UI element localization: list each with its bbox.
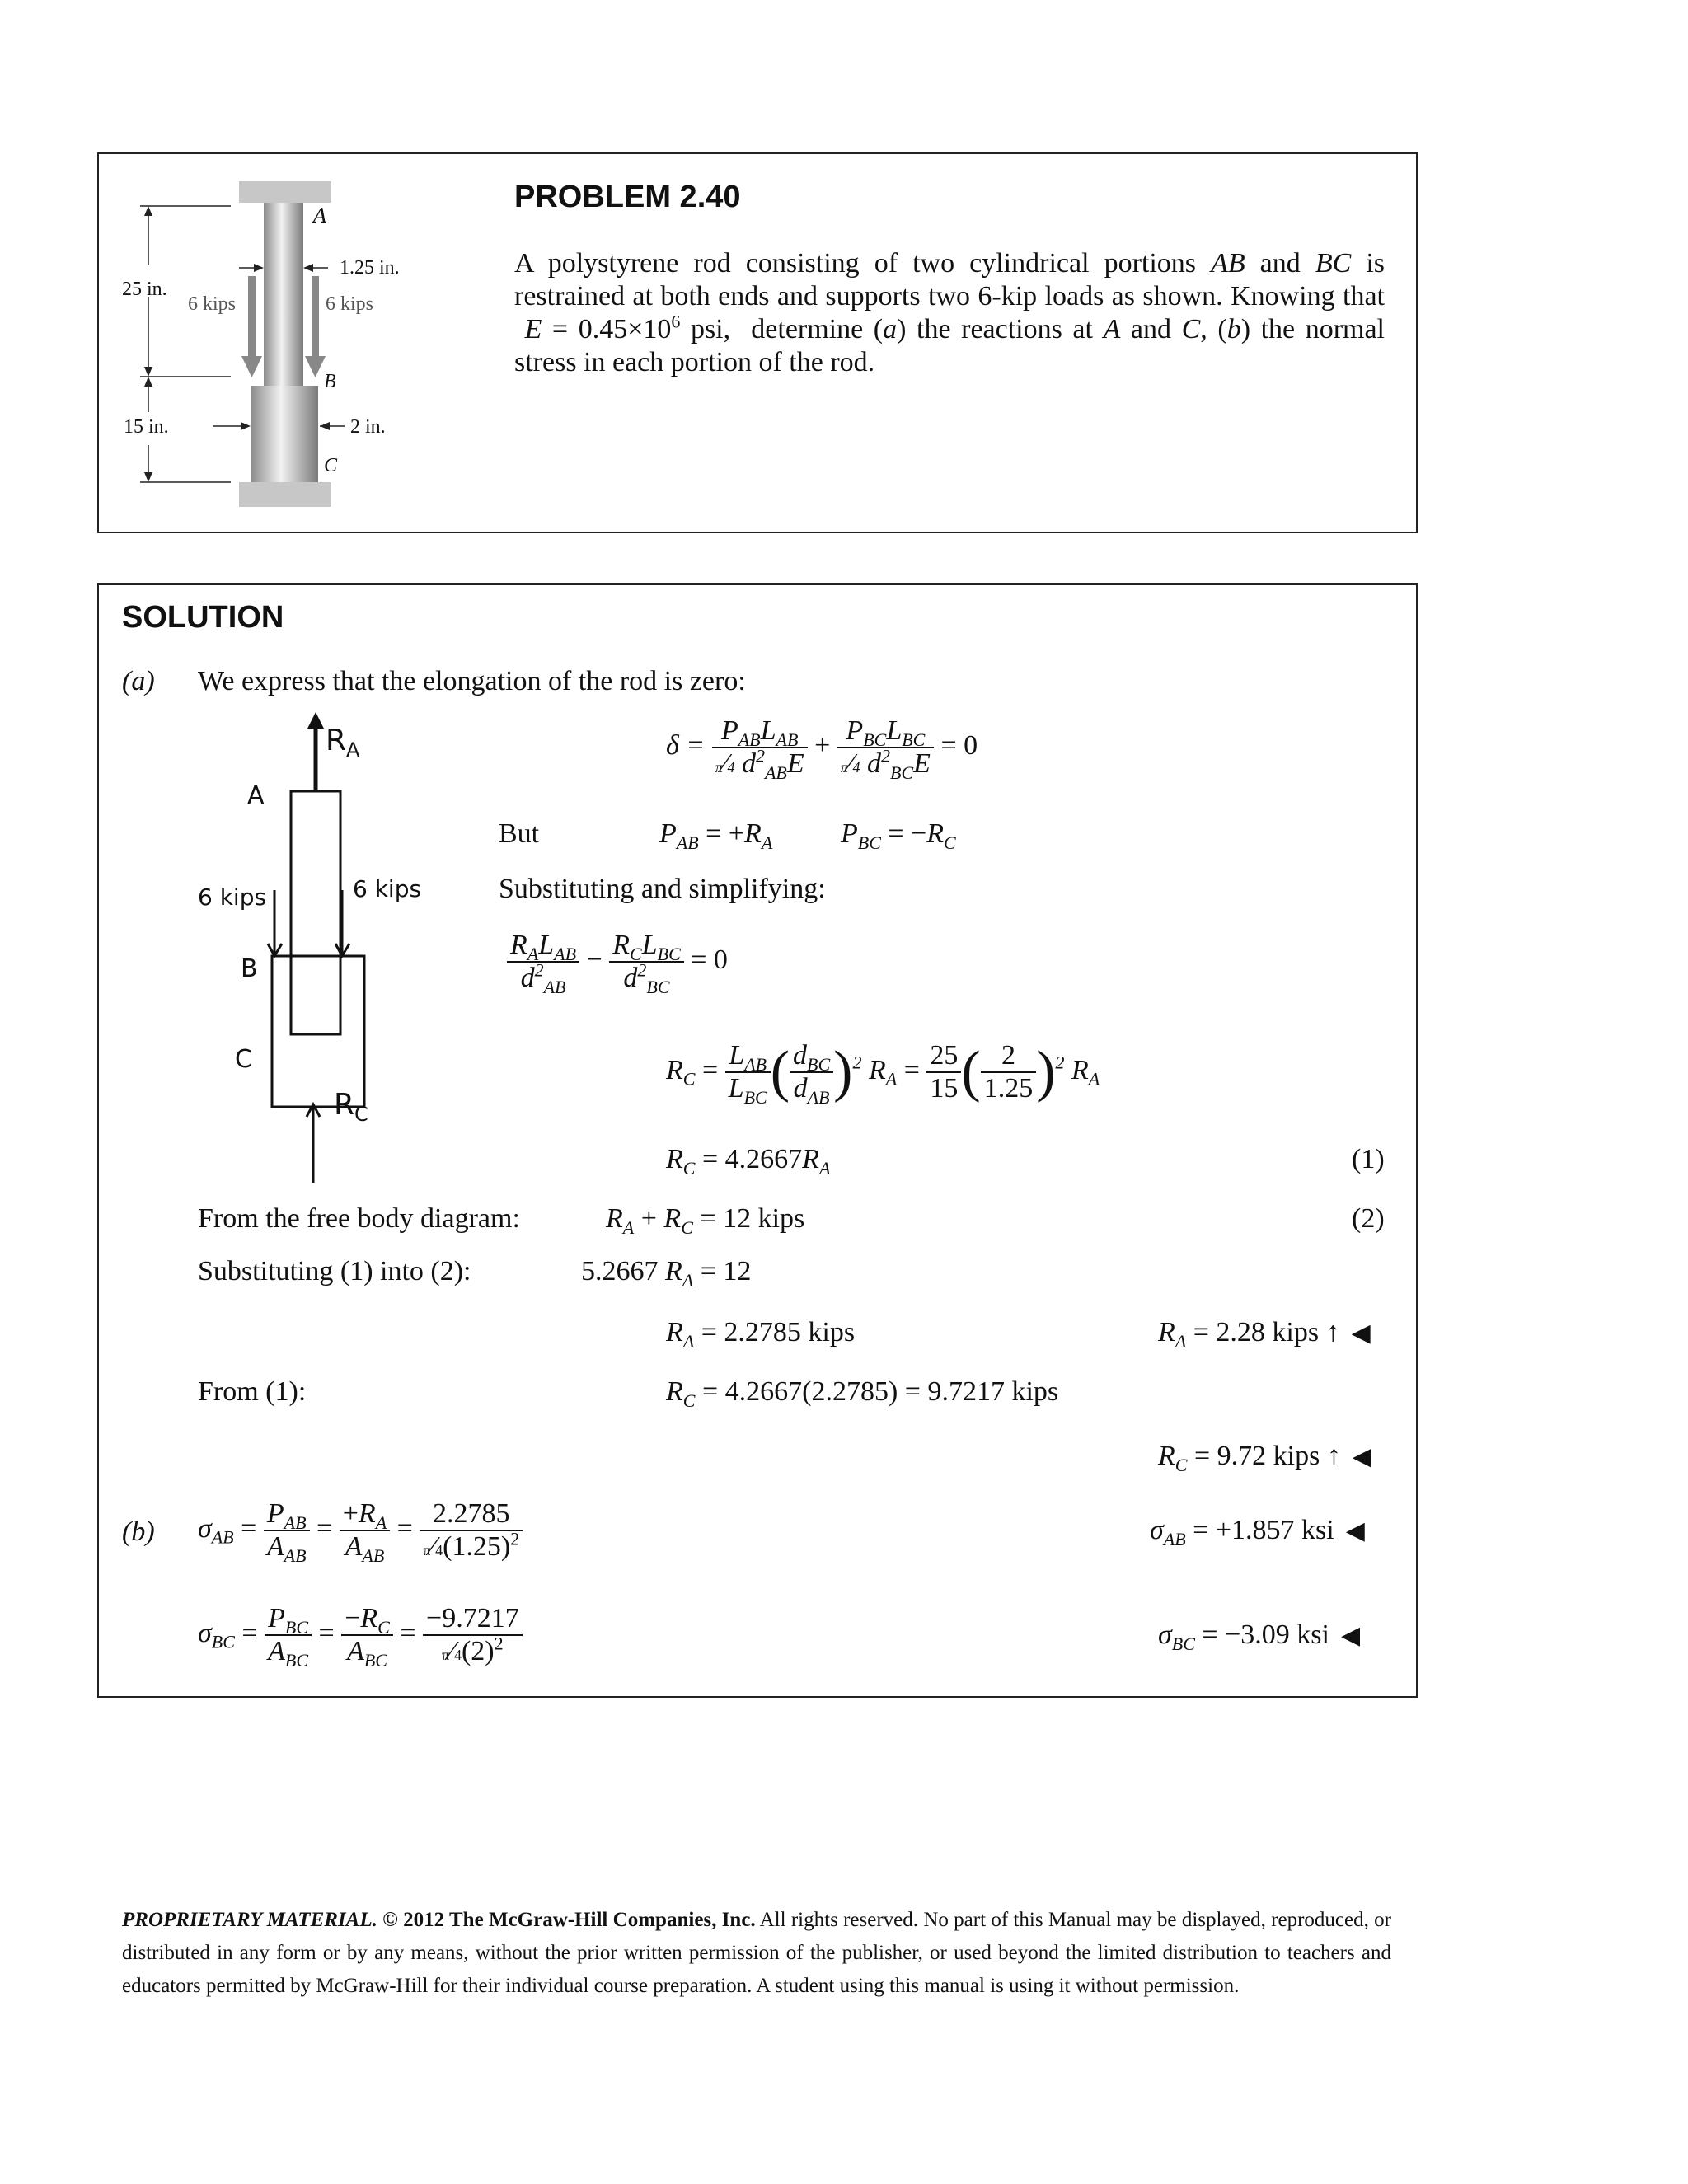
eq-pab: $P_{AB} = +R_A$	[659, 818, 773, 853]
footer-text: All rights reserved. No part of this Manual may be displayed, reproduced, or distributed in any form or by any means, without the prior written permission of the publisher, or used beyond the limited distribution to teachers and educators permitted by McGraw-Hill for their individual course preparation. A student using this manual is using it without permission.	[122, 1909, 1392, 1997]
part-b-label: (b)	[122, 1516, 155, 1547]
eq-rc-ra: $R_C = 4.2667R_A$	[666, 1144, 831, 1179]
subst-12-label: Substituting (1) into (2):	[198, 1256, 471, 1286]
eq-ra-value: $R_A = 2.2785$ kips	[666, 1317, 856, 1352]
fig-label-b: B	[324, 371, 336, 392]
fig-diam-bottom: 2 in.	[350, 416, 386, 438]
part-a-label: (a)	[122, 666, 155, 696]
eq-rc-value: $R_C = 4.2667(2.2785) = 9.7217$ kips	[666, 1376, 1059, 1411]
problem-statement: A polystyrene rod consisting of two cylindrical portions AB and BC is restrained at both ends and supports two 6-kip loads as shown. Knowing that $E = 0.45\times 10^6$ psi, determine (a) the reactions at A and C, (b) the normal stress in each portion of the rod.	[514, 248, 1386, 377]
problem-title: PROBLEM 2.40	[514, 180, 741, 214]
fbd-b: B	[241, 954, 258, 983]
eq-number-1: (1)	[1352, 1144, 1385, 1174]
fig-load-right: 6 kips	[326, 293, 374, 315]
answer-sigma-ab: $\sigma_{AB} = +1.857$ ksi ◀	[1150, 1515, 1365, 1549]
eq-rc-ratio: $R_C$ = $\frac{L_{AB}}{L_{BC}}$ ( $\frac{d_{BC}}{d_{AB}}$ )$^2$ $R_A$ = $\frac{25}{15}$ ( $\frac{2}{1.25}$ )$^2$ $R_A$	[666, 1040, 1100, 1108]
bottom-support	[239, 482, 331, 507]
fbd-a: A	[247, 781, 265, 810]
load-arrow-right	[305, 356, 326, 377]
from1-label: From (1):	[198, 1376, 307, 1407]
footer-company: © 2012 The McGraw-Hill Companies, Inc.	[382, 1909, 756, 1931]
fbd-rc: $R_C$	[334, 1088, 368, 1127]
solution-title: SOLUTION	[122, 600, 284, 635]
rod-ab	[264, 203, 303, 386]
free-body-diagram	[181, 709, 429, 1187]
eq-sum: $R_A + R_C = 12$ kips	[606, 1203, 805, 1238]
eq-sigma-bc: $\sigma_{BC}$ = $\frac{P_{BC}}{A_{BC}}$ = $\frac{-R_C}{A_{BC}}$ = $\frac{-9.7217}{\pi⁄4(2)^2}$	[198, 1603, 523, 1667]
fig-diam-top: 1.25 in.	[340, 257, 400, 279]
eq-pbc: $P_{BC} = -R_C$	[841, 818, 956, 853]
part-a-intro: We express that the elongation of the rod is zero:	[198, 666, 746, 696]
answer-ra: $R_A = 2.28$ kips ↑ ◀	[1158, 1317, 1371, 1352]
load-arrow-left	[241, 356, 262, 377]
fbd-upper-segment	[291, 791, 340, 1034]
eq-sigma-ab: $\sigma_{AB}$ = $\frac{P_{AB}}{A_{AB}}$ = $\frac{+R_A}{A_{AB}}$ = $\frac{2.2785}{\pi⁄4(1.25)^2}$	[198, 1498, 523, 1563]
eq-simplified: $\frac{R_AL_{AB}}{d^2_{AB}}$ − $\frac{R_CL_{BC}}{d^2_{BC}}$ = 0	[507, 930, 728, 994]
eq-number-2: (2)	[1352, 1203, 1385, 1234]
ra-arrow	[307, 712, 324, 729]
subst-simpl-label: Substituting and simplifying:	[499, 874, 826, 904]
answer-rc: $R_C = 9.72$ kips ↑ ◀	[1158, 1441, 1372, 1475]
rod-bc	[251, 386, 318, 482]
fbd-lower-segment	[272, 956, 364, 1107]
footer-copyright	[122, 1904, 1391, 2003]
fig-label-a: A	[313, 204, 328, 227]
fig-dim-top: 25 in.	[122, 279, 167, 300]
fig-dim-bottom: 15 in.	[124, 416, 169, 438]
top-support	[239, 181, 331, 203]
eq-ra-coef: 5.2667 $R_A = 12$	[581, 1256, 752, 1291]
but-label: But	[499, 818, 540, 849]
fbd-load-left: 6 kips	[198, 883, 267, 911]
rod-figure	[115, 173, 445, 515]
fbd-ra: $R_A$	[326, 724, 360, 762]
fig-load-left: 6 kips	[188, 293, 237, 315]
footer-lead: PROPRIETARY MATERIAL.	[122, 1909, 377, 1931]
eq-delta: δ = $\frac{P_{AB}L_{AB}}{\pi⁄4 d^2_{AB}E}$ + $\frac{P_{BC}L_{BC}}{\pi⁄4 d^2_{BC}E}$ = 0	[666, 715, 978, 783]
fbd-load-right: 6 kips	[353, 875, 422, 902]
answer-sigma-bc: $\sigma_{BC} = -3.09$ ksi ◀	[1158, 1619, 1361, 1654]
fig-label-c: C	[324, 455, 338, 476]
fbd-c: C	[235, 1045, 252, 1074]
fbd-label: From the free body diagram:	[198, 1203, 520, 1234]
